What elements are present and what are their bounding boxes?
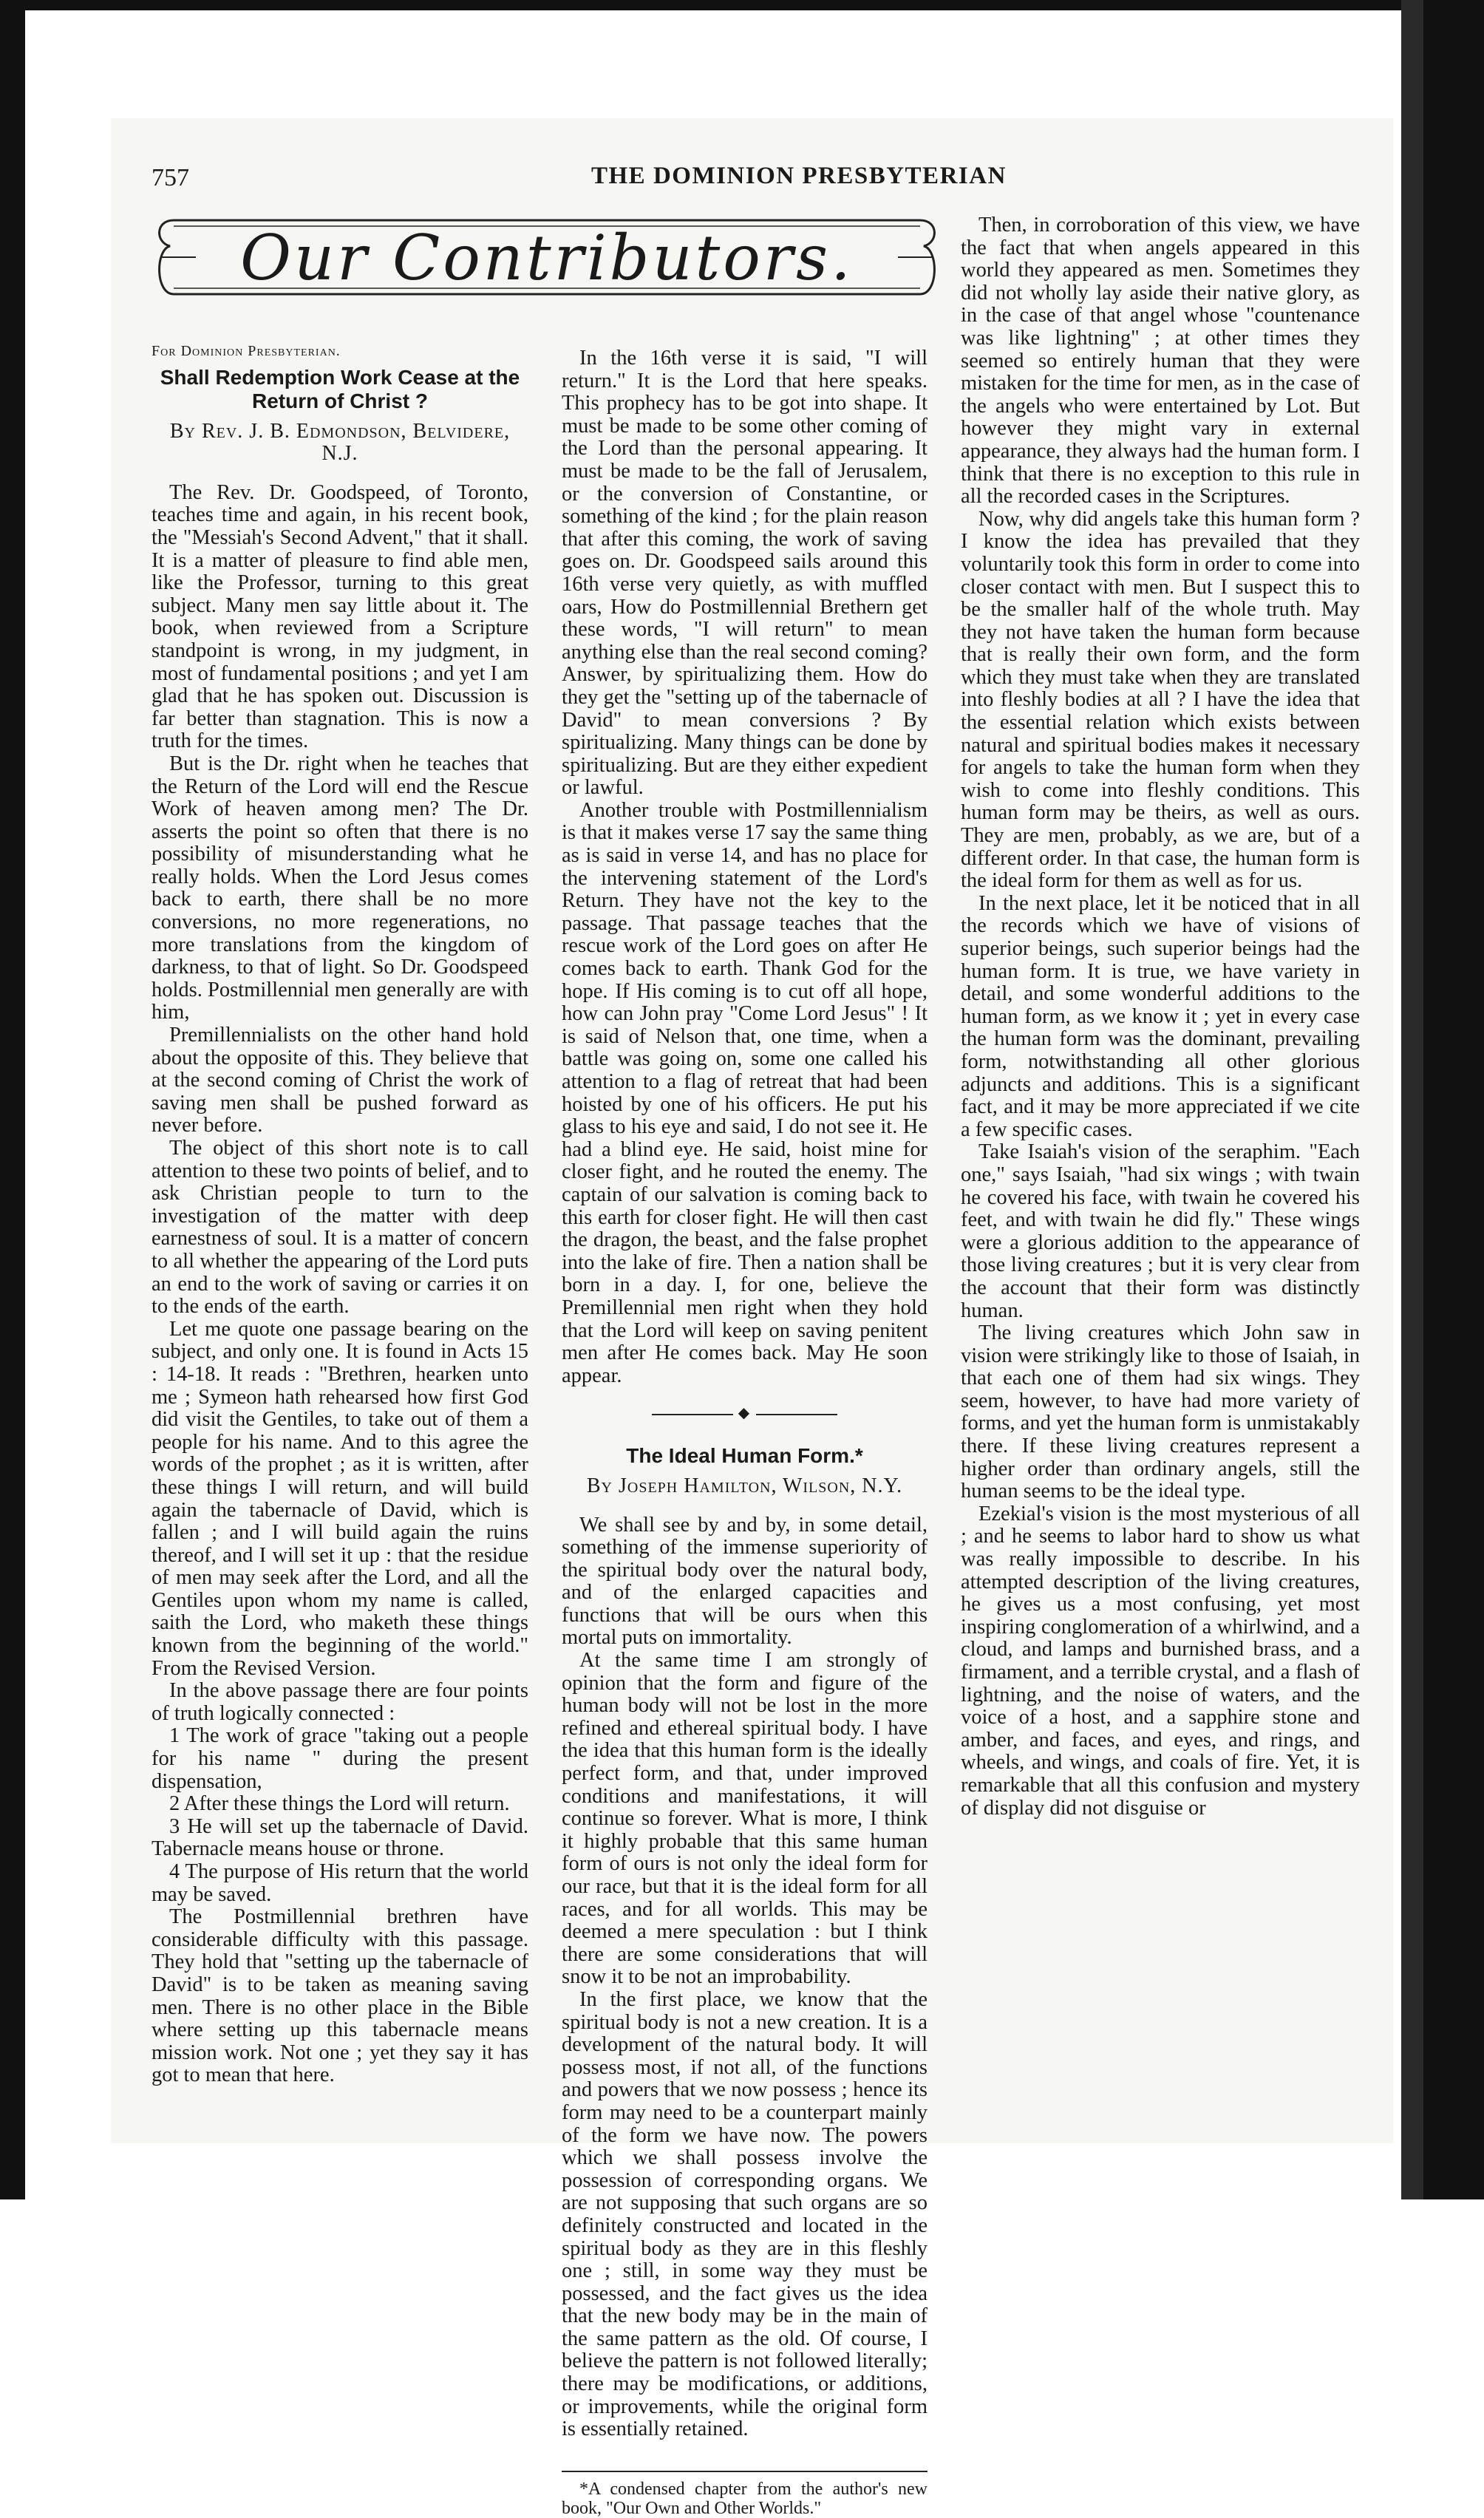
article2-paragraph: In the first place, we know that the spiritual body is not a new creation. It is a development of the natural body. It will possess most, if not all, of the functions and powers that we now possess ; hence its form may need to be a counterpart mainly of the form we have now. The powers which we shall possess involve the possession of corresponding organs. We are not supposing that such organs are so definitely constructed and located in the spiritual body as they are in this fleshly one ; still, in some way they must be possessed, and the fact gives us the idea that the new body may be in the main of the same pattern as the old. Of course, I believe the pattern is not followed literally; there may be modifications, or additions, or improvements, while the original form is essentially retained. (562, 1987, 928, 2441)
scan-edge-top (0, 0, 1484, 10)
article1-paragraph: But is the Dr. right when he teaches that the Return of the Lord will end the Rescue Work of heaven among men? The Dr. asserts the point so often that there is no possibility of misunderstanding what he really holds. When the Lord Jesus comes back to earth, there shall be no more conversions, no more regenerations, no more translations from the kingdom of darkness, to that of light. So Dr. Goodspeed holds. Postmillennial men generally are with him, (152, 752, 528, 1024)
article2-paragraph: Now, why did angels take this human form ? I know the idea has prevailed that they voluntarily took this form in order to come into closer contact with men. But I suspect this to be the smaller half of the whole truth. May they not have taken the human form because that is really their own form, and the form which they must take when they are translated into fleshly bodies at all ? I have the idea that the essential relation which exists between natural and spiritual bodies makes it necessary for angels to take the human form when they wish to come into fleshly conditions. This human form may be theirs, as well as ours. They are men, probably, as we are, but of a different order. In that case, the human form is the ideal form for them as well as for us. (961, 507, 1360, 893)
article1-paragraph: In the 16th verse it is said, "I will return." It is the Lord that here speaks. This prophecy has to be got into shape. It must be made to be some other coming of the Lord than the personal appearing. It must be made to be the fall of Jerusalem, or the conversion of Constantine, or something of the kind ; for the plain reason that after this coming, the work of saving goes on. Dr. Goodspeed sails around this 16th verse very quietly, as with muffled oars, How do Postmillennial Brethern get these words, "I will return" to mean anything else than the real second coming? Answer, by spiritualizing them. How do they get the "setting up of the tabernacle of David" to mean conversions ? By spiritualizing. Many things can be done by spiritualizing. But are they either expedient or lawful. (562, 347, 928, 800)
column-3 (961, 214, 1360, 1820)
article2-paragraph: In the next place, let it be noticed that in all the records which we have of visions of superior beings, such superior beings had the human form. It is true, we have variety in detail, and some wonderful additions to the human form, as we know it ; yet in every case the human form was the dominant, prevailing form, notwithstanding all other glorious adjuncts and additions. This is a significant fact, and it may be more appreciated if we cite a few specific cases. (961, 891, 1360, 1141)
article1-paragraph: Another trouble with Postmillennialism is that it makes verse 17 say the same thing as is said in verse 14, and has no place for the intervening statement of the Lord's Return. They have not the key to the passage. That passage teaches that the rescue work of the Lord goes on after He comes back to earth. Thank God for the hope. If His coming is to cut off all hope, how can John pray "Come Lord Jesus" ! It is said of Nelson that, one time, when a battle was going on, some one called his attention to a flag of retreat that had been hoisted by one of his officers. He put his glass to his eye and said, I do not see it. He had a blind eye. He said, hoist mine for closer fight, and he routed the enemy. The captain of our salvation is coming back to this earth for closer fight. He will then cast the dragon, the beast, and the false prophet into the lake of fire. Then a nation shall be born in a day. I, for one, believe the Premillennial men right when they hold that the Lord will keep on saving penitent men after He comes back. May He soon appear. (562, 798, 928, 1387)
list-item: 4 The purpose of His return that the world may be saved. (152, 1860, 528, 1906)
article2-paragraph: Then, in corroboration of this view, we have the fact that when angels appeared in this world they appeared as men. Sometimes they did not wholly lay aside their native glory, as in the case of that angel whose "countenance was like lightning" ; at other times they seemed so entirely human that they were mistaken for the time for men, as in the case of the angels who were entertained by Lot. But however they might vary in external appearance, they always had the human form. I think that there is no exception to this rule in all the recorded cases in the Scriptures. (961, 214, 1360, 508)
scan-edge-left (0, 0, 25, 2199)
article1-paragraph: The Rev. Dr. Goodspeed, of Toronto, teaches time and again, in his recent book, the "Messiah's Second Advent," that it shall. It is a matter of pleasure to find able men, like the Professor, turning to this great subject. Many men say little about it. The book, when reviewed from a Scripture standpoint is wrong, in my judgment, in most of fundamental positions ; and yet I am glad that he has spoken out. Discussion is far better than stagnation. This is now a truth for the times. (152, 480, 528, 753)
article2-paragraph: At the same time I am strongly of opinion that the form and figure of the human body will not be lost in the more refined and ethereal spiritual body. I have the idea that this human form is the ideally perfect form, and that, under improved conditions and manifestations, it will continue so forever. What is more, I think it highly probable that this same human form of ours is not only the ideal form for our race, but that it is the ideal form for all races, and for all worlds. This may be deemed a mere speculation : but I think there are some considerations that will snow it to be not an improbability. (562, 1649, 928, 1989)
article1-paragraph: The object of this short note is to call attention to these two points of belief, and to ask Christian people to turn to the investigation of the matter with deep earnestness of soul. It is a matter of concern to all whether the appearing of the Lord puts an end to the work of saving or carries it on to the ends of the earth. (152, 1137, 528, 1318)
article-divider: ◆ (562, 1402, 928, 1425)
article2-paragraph: We shall see by and by, in some detail, something of the immense superiority of the spiritual body over the natural body, and of the enlarged capacities and functions that will be ours when this mortal puts on immortality. (562, 1513, 928, 1650)
article1-paragraph: Let me quote one passage bearing on the subject, and only one. It is found in Acts 15 : 14-18. It reads : "Brethren, hearken unto me ; Symeon hath rehearsed how first God did visit the Gentiles, to take out of them a people for his name. And to this agree the words of the prophet ; as it is written, after these things I will return, and will build again the tabernacle of David, which is fallen ; and I will build again the ruins thereof, and I will set it up : that the residue of men may seek after the Lord, and all the Gentiles upon whom my name is called, saith the Lord, who maketh these things known from the beginning of the world." From the Revised Version. (152, 1317, 528, 1680)
running-head: THE DOMINION PRESBYTERIAN (591, 163, 1007, 189)
article2-headline: The Ideal Human Form.* (626, 1443, 863, 1467)
source-line: For Dominion Presbyterian. (152, 343, 341, 359)
article1-byline: By Rev. J. B. Edmondson, Belvidere, N.J. (169, 419, 511, 466)
scan-edge-right-shadow (1401, 0, 1423, 2199)
scan-edge-right (1423, 0, 1484, 2199)
footnote-rule (562, 2471, 928, 2472)
column-1 (152, 340, 528, 2087)
list-item: 3 He will set up the tabernacle of David. Tabernacle means house or throne. (152, 1814, 528, 1861)
list-item: 2 After these things the Lord will return. (169, 1792, 510, 1816)
article2-paragraph: The living creatures which John saw in vision were strikingly like to those of Isaiah, in that each one of them had six wings. They seem, however, to have had more variety of forms, and yet the human form is unmistakably there. If these living creatures represent a higher order than ordinary angels, still the human seems to be the ideal type. (961, 1321, 1360, 1503)
column-2 (562, 347, 928, 2518)
list-item: 1 The work of grace "taking out a people for his name " during the present dispensation, (152, 1724, 528, 1793)
article2-paragraph: Take Isaiah's vision of the seraphim. "Each one," says Isaiah, "had six wings ; with twain he covered his face, with twain he covered his feet, and with twain he did fly." These wings were a glorious addition to the appearance of those living creatures ; but it is very clear from the account that their form was distinctly human. (961, 1140, 1360, 1322)
article2-byline: By Joseph Hamilton, Wilson, N.Y. (586, 1474, 903, 1497)
footnote: *A condensed chapter from the author's new book, "Our Own and Other Worlds." (562, 2479, 928, 2518)
article1-paragraph: In the above passage there are four points of truth logically connected : (152, 1679, 528, 1725)
section-banner (152, 205, 942, 309)
article1-headline: Shall Redemption Work Cease at the Return of Christ ? (160, 365, 520, 412)
points-list (152, 1725, 528, 1906)
article1-paragraph: Premillennialists on the other hand hold about the opposite of this. They believe that at the second coming of Christ the work of saving men shall be pushed forward as never before. (152, 1024, 528, 1137)
article1-paragraph: The Postmillennial brethren have considerable difficulty with this passage. They hold that "setting up the tabernacle of David" is to be taken as meaning saving men. There is no other place in the Bible where setting up this tabernacle means mission work. Not one ; yet they say it has got to mean that here. (152, 1905, 528, 2087)
article2-paragraph: Ezekial's vision is the most mysterious of all ; and he seems to labor hard to show us what was really impossible to describe. In his attempted description of the living creatures, he gives us a most confusing, yet most inspiring conglomeration of a whirlwind, and a cloud, and lamps and burnished brass, and a firmament, and a terrible crystal, and a flash of lightning, and the noise of waters, and the voice of a host, and a sapphire stone and amber, and faces, and eyes, and rings, and wheels, and wings, and coals of fire. Yet, it is remarkable that all this confusion and mystery of display did not disguise or (961, 1502, 1360, 1820)
banner-title: Our Contributors. (240, 222, 854, 294)
page-number: 757 (152, 164, 189, 191)
